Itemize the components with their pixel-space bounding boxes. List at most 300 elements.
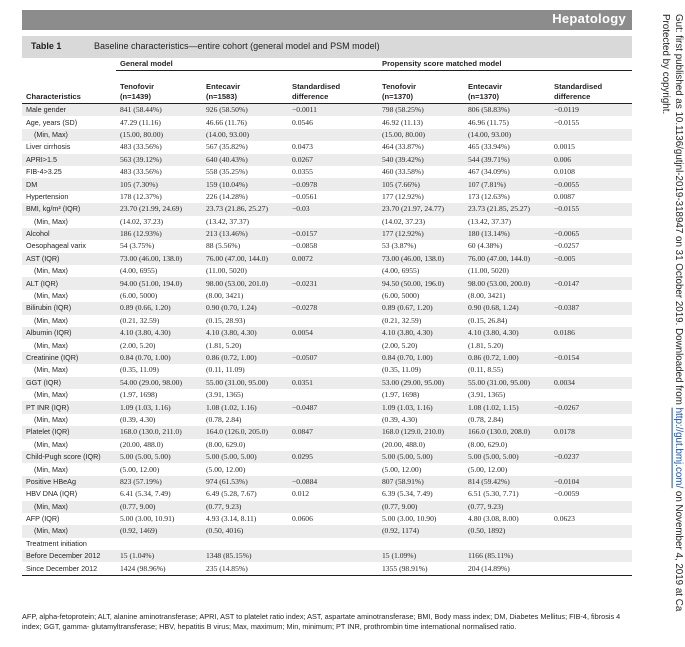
table-cell: −0.0011: [288, 104, 378, 117]
table-cell: (1.97, 1698): [120, 390, 158, 400]
table-cell: 0.89 (0.66, 1.20): [116, 302, 202, 314]
row-label: (Min, Max): [22, 525, 116, 537]
table-row: [22, 265, 632, 277]
table-row: [22, 129, 632, 141]
table-cell: 540 (39.42%): [378, 154, 464, 166]
table-cell: 5.00 (5.00, 5.00): [202, 451, 288, 463]
table-cell: 186 (12.93%): [116, 228, 202, 240]
row-label: Age, years (SD): [26, 117, 78, 127]
table-row: [22, 228, 632, 240]
table-cell: (13.42, 37.37): [468, 216, 512, 226]
table-cell: −0.005: [550, 253, 632, 265]
journal-section-title: Hepatology: [552, 11, 626, 26]
table-cell: 23.73 (21.86, 25.27): [202, 203, 288, 215]
table-cell: [288, 265, 378, 277]
table-cell: 88 (5.56%): [206, 241, 241, 251]
table-cell: 806 (58.83%): [464, 104, 550, 117]
table-row: [22, 216, 632, 228]
column-header: Standardised difference: [550, 71, 632, 104]
table-cell: −0.0154: [550, 352, 632, 364]
table-cell: (8.00, 629.0): [206, 439, 246, 449]
table-cell: −0.0104: [550, 476, 632, 488]
table-cell: [550, 265, 632, 277]
row-label: (Min, Max): [26, 216, 68, 226]
row-label: HBV DNA (IQR): [26, 489, 78, 499]
sidebar-text-before: Gut: first published as 10.1136/gutjnl-2019-318947 on 31 October 2019. Downloaded from: [673, 14, 684, 408]
column-header: Tenofovir (n=1439): [116, 71, 202, 104]
table-row: [22, 154, 632, 166]
table-cell: 76.00 (47.00, 144.0): [202, 253, 288, 265]
table-cell: 0.90 (0.68, 1.24): [464, 302, 550, 314]
table-cell: (0.77, 9.00): [378, 501, 464, 513]
table-row: [22, 277, 632, 289]
table-cell: −0.03: [288, 203, 378, 215]
table-row: [22, 562, 632, 575]
table-cell: (11.00, 5020): [468, 266, 509, 276]
table-cell: [550, 538, 632, 550]
table-cell: 807 (58.91%): [378, 476, 464, 488]
column-header: Entecavir (n=1583): [202, 71, 288, 104]
table-row: [22, 178, 632, 190]
table-cell: 168.0 (130.0, 211.0): [116, 426, 202, 438]
table-cell: [550, 389, 632, 401]
table-cell: (8.00, 629.0): [468, 439, 508, 449]
table-cell: 0.90 (0.70, 1.24): [202, 302, 288, 314]
table-row: [22, 525, 632, 537]
row-label: (Min, Max): [26, 464, 68, 474]
table-cell: [288, 129, 378, 141]
table-row: [22, 339, 632, 351]
table-cell: (1.97, 1698): [382, 390, 420, 400]
row-label: (Min, Max): [26, 291, 68, 301]
table-row: [22, 451, 632, 463]
table-cell: 98.00 (53.00, 200.0): [464, 277, 550, 289]
table-cell: −0.0155: [550, 203, 632, 215]
table-cell: (0.50, 1892): [464, 525, 550, 537]
table-body: [22, 104, 632, 576]
table-cell: 4.93 (3.14, 8.11): [206, 514, 257, 524]
table-row: [22, 253, 632, 265]
row-label: AST (IQR): [22, 253, 116, 265]
table-cell: (0.77, 9.23): [202, 501, 288, 513]
column-header: Entecavir (n=1370): [464, 71, 550, 104]
table-cell: 159 (10.04%): [202, 178, 288, 190]
row-label: Platelet (IQR): [22, 426, 116, 438]
table-cell: 0.86 (0.72, 1.00): [464, 352, 550, 364]
table-cell: 46.66 (11.76): [206, 117, 247, 127]
table-cell: (8.00, 3421): [206, 291, 244, 301]
table-cell: 4.80 (3.08, 8.00): [468, 514, 519, 524]
table-cell: −0.0278: [288, 302, 378, 314]
table-cell: −0.0147: [550, 277, 632, 289]
table-row: [22, 104, 632, 117]
table-row: [22, 116, 632, 128]
table-cell: 558 (35.25%): [206, 167, 248, 177]
table-cell: 23.70 (21.97, 24.77): [378, 203, 464, 215]
table-cell: (14.00, 93.00): [202, 129, 288, 141]
table-cell: (14.02, 37.23): [382, 216, 426, 226]
table-cell: (8.00, 3421): [468, 291, 506, 301]
table-cell: (0.92, 1174): [378, 525, 464, 537]
table-cell: 73.00 (46.00, 138.0): [378, 253, 464, 265]
sidebar-text: [659, 14, 685, 611]
table-cell: 164.0 (126.0, 205.0): [202, 426, 288, 438]
baseline-characteristics-table: [22, 58, 632, 576]
table-cell: (0.15, 26.84): [468, 315, 508, 325]
table-cell: [550, 562, 632, 575]
table-cell: (0.92, 1469): [116, 525, 202, 537]
table-cell: 0.0355: [292, 167, 313, 177]
table-cell: 0.012: [292, 489, 310, 499]
table-cell: 54.00 (29.00, 98.00): [116, 377, 202, 389]
table-row: [22, 488, 632, 500]
table-cell: (5.00, 12.00): [468, 464, 508, 474]
row-label: (Min, Max): [26, 390, 68, 400]
table-cell: (0.21, 32.59): [382, 315, 422, 325]
table-cell: 1355 (98.91%): [378, 562, 464, 575]
table-cell: 46.96 (11.75): [468, 117, 509, 127]
table-cell: [550, 463, 632, 475]
table-cell: 926 (58.50%): [202, 104, 288, 117]
table-cell: [288, 439, 378, 451]
column-header-row: [22, 71, 632, 104]
table-cell: 567 (35.82%): [206, 142, 248, 152]
table-cell: 0.0351: [288, 377, 378, 389]
table-cell: 5.00 (3.00, 10.91): [120, 514, 175, 524]
table-cell: [288, 339, 378, 351]
table-cell: 76.00 (47.00, 144.0): [464, 253, 550, 265]
table-cell: 483 (33.56%): [120, 167, 162, 177]
row-label: Since December 2012: [22, 562, 116, 575]
table-cell: [288, 290, 378, 302]
table-cell: −0.0507: [288, 352, 378, 364]
table-cell: −0.0387: [550, 302, 632, 314]
table-cell: 0.0186: [550, 327, 632, 339]
table-cell: −0.0267: [550, 401, 632, 413]
table-row: [22, 538, 632, 550]
table-cell: 0.86 (0.72, 1.00): [202, 352, 288, 364]
table-cell: (13.42, 37.37): [206, 216, 250, 226]
table-row: [22, 476, 632, 488]
table-cell: 23.73 (21.85, 25.27): [464, 203, 550, 215]
table-cell: −0.0237: [550, 451, 632, 463]
table-cell: 464 (33.87%): [382, 142, 424, 152]
table-cell: (20.00, 488.0): [382, 439, 426, 449]
table-cell: 53.00 (29.00, 95.00): [378, 377, 464, 389]
table-cell: 235 (14.85%): [202, 562, 288, 575]
table-caption: Baseline characteristics—entire cohort (general model and PSM model): [94, 41, 380, 51]
table-cell: 0.0606: [292, 514, 313, 524]
table-cell: 814 (59.42%): [464, 476, 550, 488]
table-cell: (5.00, 12.00): [382, 464, 422, 474]
copyright-sidebar: [656, 14, 684, 634]
table-cell: 60 (4.38%): [468, 241, 503, 251]
table-cell: 1166 (85.11%): [464, 550, 550, 562]
table-cell: 54 (3.75%): [120, 241, 155, 251]
table-cell: −0.0231: [288, 277, 378, 289]
table-row: [22, 426, 632, 438]
table-cell: 46.92 (11.13): [382, 117, 423, 127]
table-cell: (3.91, 1365): [206, 390, 244, 400]
table-cell: (15.00, 80.00): [116, 129, 202, 141]
table-cell: [464, 538, 550, 550]
table-cell: [550, 439, 632, 451]
table-cell: [288, 463, 378, 475]
row-label: (Min, Max): [26, 365, 68, 375]
table-cell: 47.29 (11.16): [120, 117, 161, 127]
row-label: PT INR (IQR): [22, 401, 116, 413]
table-row: [22, 191, 632, 203]
group-header-general: General model: [116, 58, 378, 71]
table-cell: −0.0257: [554, 241, 580, 251]
table-cell: [288, 562, 378, 575]
row-label: (Min, Max): [26, 414, 68, 424]
table-cell: 4.10 (3.80, 4.30): [464, 327, 550, 339]
table-row: [22, 389, 632, 401]
journal-link[interactable]: http://gut.bmj.com/: [673, 407, 684, 489]
table-cell: (15.00, 80.00): [378, 129, 464, 141]
table-row: [22, 352, 632, 364]
table-cell: 0.0623: [554, 514, 575, 524]
table-cell: 1.09 (1.03, 1.16): [116, 401, 202, 413]
table-cell: 0.0473: [292, 142, 313, 152]
table-cell: [116, 538, 202, 550]
table-row: [22, 290, 632, 302]
table-cell: 178 (12.37%): [120, 191, 162, 201]
table-row: [22, 513, 632, 525]
table-cell: 4.10 (3.80, 4.30): [378, 327, 464, 339]
table-cell: [550, 550, 632, 562]
table-cell: (14.02, 37.23): [120, 216, 164, 226]
table-cell: −0.0155: [554, 117, 580, 127]
table-cell: [378, 538, 464, 550]
table-cell: [288, 364, 378, 376]
table-cell: 974 (61.53%): [202, 476, 288, 488]
table-cell: 94.00 (51.00, 194.0): [116, 277, 202, 289]
table-cell: 5.00 (5.00, 5.00): [464, 451, 550, 463]
row-label: Hypertension: [26, 191, 69, 201]
table-cell: 0.0072: [288, 253, 378, 265]
table-cell: (0.39, 4.30): [382, 414, 418, 424]
table-cell: (4.00, 6955): [382, 266, 420, 276]
table-cell: (0.50, 4016): [202, 525, 288, 537]
table-row: [22, 166, 632, 178]
table-row: [22, 203, 632, 215]
table-cell: [550, 525, 632, 537]
table-cell: 640 (40.43%): [202, 154, 288, 166]
table-cell: [288, 389, 378, 401]
row-label: FIB-4>3.25: [26, 167, 62, 177]
table-row: [22, 463, 632, 475]
table-row: [22, 315, 632, 327]
table-cell: 465 (33.94%): [468, 142, 510, 152]
table-cell: [288, 525, 378, 537]
table-cell: [550, 339, 632, 351]
table-cell: 73.00 (46.00, 138.0): [116, 253, 202, 265]
table-cell: (14.00, 93.00): [464, 129, 550, 141]
table-cell: (1.81, 5.20): [206, 340, 242, 350]
table-row: [22, 377, 632, 389]
table-row: [22, 240, 632, 252]
row-label: APRI>1.5: [22, 154, 116, 166]
table-cell: 204 (14.89%): [464, 562, 550, 575]
row-label: Albumin (IQR): [22, 327, 116, 339]
table-cell: 5.00 (5.00, 5.00): [378, 451, 464, 463]
table-cell: 55.00 (31.00, 95.00): [464, 377, 550, 389]
sidebar-text-after: on November 4, 2019 at Ca: [673, 488, 684, 612]
table-cell: (0.78, 2.84): [206, 414, 242, 424]
row-label: (Min, Max): [26, 266, 68, 276]
table-cell: −0.0119: [550, 104, 632, 117]
table-cell: [288, 538, 378, 550]
table-cell: 6.51 (5.30, 7.71): [468, 489, 519, 499]
table-cell: 5.00 (5.00, 5.00): [116, 451, 202, 463]
table-label: Table 1: [31, 41, 62, 51]
table-cell: (0.39, 4.30): [120, 414, 156, 424]
table-cell: 841 (58.44%): [116, 104, 202, 117]
table-cell: 226 (14.28%): [206, 191, 248, 201]
table-cell: 6.39 (5.34, 7.49): [382, 489, 433, 499]
table-cell: 0.0108: [554, 167, 575, 177]
table-cell: [202, 538, 288, 550]
table-cell: 1.09 (1.03, 1.16): [378, 401, 464, 413]
table-cell: [550, 501, 632, 513]
table-cell: [288, 414, 378, 426]
table-cell: 6.49 (5.28, 7.67): [206, 489, 257, 499]
table-cell: 823 (57.19%): [116, 476, 202, 488]
table-cell: 177 (12.92%): [382, 191, 424, 201]
table-cell: 105 (7.30%): [116, 178, 202, 190]
row-label: Oesophageal varix: [26, 241, 86, 251]
table-cell: −0.0978: [288, 178, 378, 190]
table-row: [22, 439, 632, 451]
table-row: [22, 302, 632, 314]
table-row: [22, 550, 632, 562]
table-cell: (4.00, 6955): [120, 266, 158, 276]
row-label: DM: [22, 178, 116, 190]
table-cell: −0.0884: [288, 476, 378, 488]
table-cell: −0.0059: [554, 489, 580, 499]
table-row: [22, 501, 632, 513]
sidebar-line2: Protected by copyright.: [660, 14, 671, 115]
table-cell: 0.0295: [288, 451, 378, 463]
table-cell: 173 (12.63%): [468, 191, 510, 201]
table-cell: (0.11, 11.09): [206, 365, 245, 375]
table-footnote: AFP, alpha-fetoprotein; ALT, alanine aminotransferase; APRI, AST to platelet ratio index; AST, aspartate aminotransferase; BMI, Body mass index; DM, Diabetes Mellitus; FIB-4, fibrosis 4 index; GGT, gamma- glutamyltransferase; HBV, hepatitis B virus; Max, maximum; Min, minimum; PT INR, prothrombin time international normalised ratio.: [22, 612, 621, 631]
row-label: ALT (IQR): [22, 277, 116, 289]
table-cell: [550, 129, 632, 141]
table-cell: 98.00 (53.00, 201.0): [202, 277, 288, 289]
table-cell: 0.84 (0.70, 1.00): [378, 352, 464, 364]
table-cell: (0.77, 9.00): [116, 501, 202, 513]
table-cell: [550, 364, 632, 376]
table-cell: 0.89 (0.67, 1.20): [378, 302, 464, 314]
table-cell: −0.0487: [288, 401, 378, 413]
row-label: (Min, Max): [22, 129, 116, 141]
table-cell: [550, 315, 632, 327]
table-cell: (1.81, 5.20): [468, 340, 504, 350]
row-label: AFP (IQR): [26, 514, 60, 524]
table-cell: 23.70 (21.99, 24.69): [116, 203, 202, 215]
table-cell: [288, 501, 378, 513]
row-label: Bilirubin (IQR): [22, 302, 116, 314]
table-cell: 798 (58.25%): [378, 104, 464, 117]
table-row: [22, 401, 632, 413]
table-cell: 55.00 (31.00, 95.00): [202, 377, 288, 389]
table-cell: 168.0 (129.0, 210.0): [378, 426, 464, 438]
table-cell: 460 (33.58%): [382, 167, 424, 177]
journal-section-banner: [22, 10, 632, 30]
table-cell: 0.0178: [550, 426, 632, 438]
table-row: [22, 327, 632, 339]
table-cell: 166.0 (130.0, 208.0): [464, 426, 550, 438]
table-cell: 0.0546: [292, 117, 313, 127]
table-cell: 4.10 (3.80, 4.30): [202, 327, 288, 339]
table-cell: 0.006: [550, 154, 632, 166]
table-cell: (2.00, 5.20): [120, 340, 156, 350]
row-label: Creatinine (IQR): [22, 352, 116, 364]
column-header: Characteristics: [22, 71, 116, 104]
table-row: [22, 364, 632, 376]
table-cell: −0.0561: [292, 191, 318, 201]
row-label: Alcohol: [22, 228, 116, 240]
row-label: (Min, Max): [26, 340, 68, 350]
table-cell: [288, 216, 378, 228]
table-cell: (0.35, 11.09): [120, 365, 159, 375]
table-cell: [550, 414, 632, 426]
table-cell: 15 (1.09%): [378, 550, 464, 562]
table-cell: 563 (39.12%): [116, 154, 202, 166]
table-cell: 544 (39.71%): [464, 154, 550, 166]
table-cell: 15 (1.04%): [116, 550, 202, 562]
row-label: (Min, Max): [26, 315, 68, 325]
table-cell: 467 (34.09%): [468, 167, 510, 177]
table-cell: 1348 (85.15%): [202, 550, 288, 562]
table-cell: 180 (13.14%): [464, 228, 550, 240]
row-label: BMI, kg/m² (IQR): [22, 203, 116, 215]
table-cell: 0.0015: [554, 142, 575, 152]
column-header: Standardised difference: [288, 71, 378, 104]
table-cell: 53 (3.87%): [382, 241, 417, 251]
table-cell: 1424 (98.96%): [116, 562, 202, 575]
table-cell: 0.84 (0.70, 1.00): [116, 352, 202, 364]
table-cell: 5.00 (3.00, 10.90): [382, 514, 437, 524]
table-cell: 1.08 (1.02, 1.16): [202, 401, 288, 413]
table-cell: (6.00, 5000): [120, 291, 158, 301]
row-label: (Min, Max): [22, 501, 116, 513]
row-label: GGT (IQR): [22, 377, 116, 389]
table-cell: 0.0054: [288, 327, 378, 339]
row-label: Before December 2012: [22, 550, 116, 562]
table-cell: (0.21, 32.59): [120, 315, 160, 325]
table-cell: [550, 290, 632, 302]
row-label: Child-Pugh score (IQR): [22, 451, 116, 463]
table-cell: 0.0267: [288, 154, 378, 166]
table-cell: (20.00, 488.0): [120, 439, 164, 449]
table-cell: 213 (13.46%): [202, 228, 288, 240]
table-cell: (3.91, 1365): [468, 390, 506, 400]
table-cell: 105 (7.66%): [378, 178, 464, 190]
table-cell: (2.00, 5.20): [382, 340, 418, 350]
table-cell: 0.0087: [554, 191, 575, 201]
row-label: Treatment initiation: [26, 538, 87, 548]
table-row: [22, 141, 632, 153]
table-cell: (0.77, 9.23): [464, 501, 550, 513]
table-cell: 177 (12.92%): [378, 228, 464, 240]
table-cell: 107 (7.81%): [464, 178, 550, 190]
table-row: [22, 414, 632, 426]
table-cell: [288, 315, 378, 327]
